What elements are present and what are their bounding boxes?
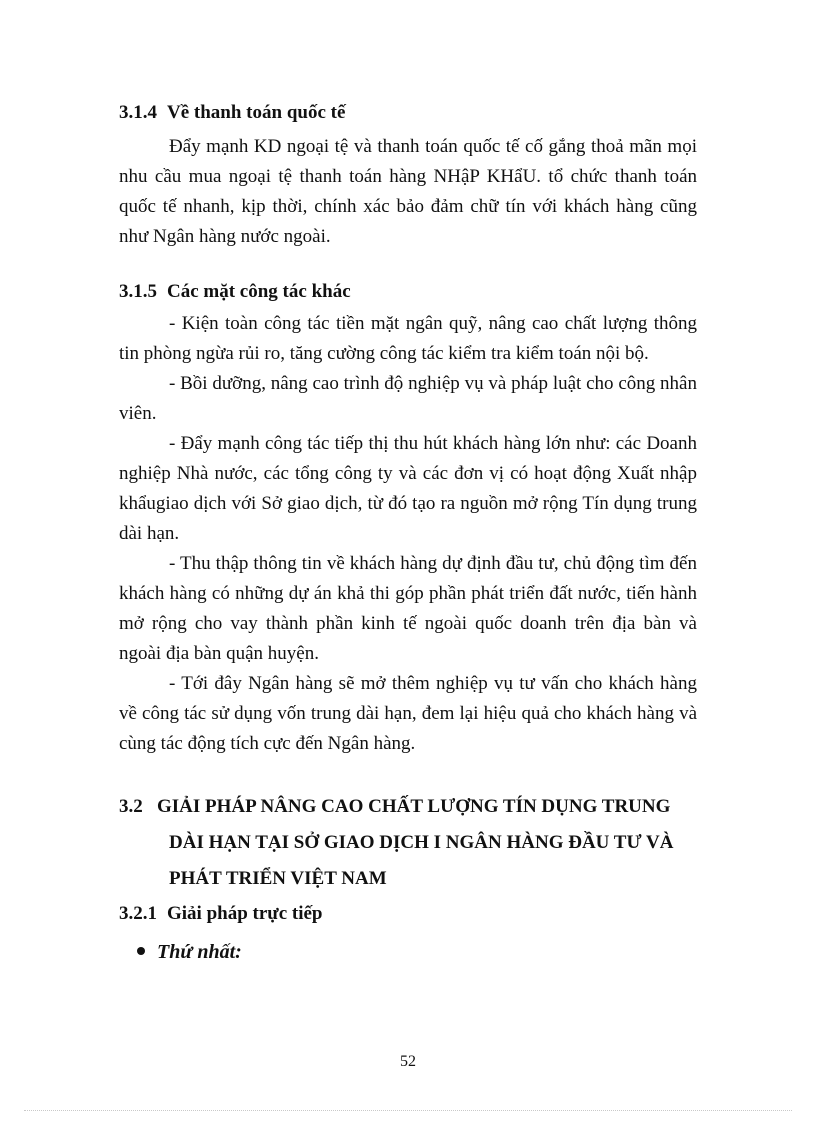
paragraph: - Kiện toàn công tác tiền mặt ngân quỹ, nâng cao chất lượng thông tin phòng ngừa rủi ro, tăng cường công tác kiểm tra kiểm toán nội bộ. (119, 313, 697, 364)
section-heading-3-1-4 (119, 98, 697, 128)
section-heading-3-1-5 (119, 277, 697, 307)
paragraph: - Đẩy mạnh công tác tiếp thị thu hút khách hàng lớn như: các Doanh nghiệp Nhà nước, các tổng công ty và các đơn vị có hoạt động Xuất nhập khẩugiao dịch với Sở giao dịch, từ đó tạo ra nguồn mở rộng Tín dụng trung dài hạn. (119, 433, 697, 544)
section-heading-3-2-1 (119, 899, 697, 929)
paragraph: - Bồi dưỡng, nâng cao trình độ nghiệp vụ và pháp luật cho công nhân viên. (119, 373, 697, 424)
paragraph: - Thu thập thông tin về khách hàng dự định đầu tư, chủ động tìm đến khách hàng có những dự án khả thi góp phần phát triển đất nước, tiến hành mở rộng cho vay thành phần kinh tế ngoài quốc doanh trên địa bàn và ngoài địa bàn quận huyện. (119, 553, 697, 664)
section-title: Giải pháp trực tiếp (167, 903, 323, 924)
section-title: Các mặt công tác khác (167, 281, 351, 302)
section-title-line: DÀI HẠN TẠI SỞ GIAO DỊCH I NGÂN HÀNG ĐẦU TƯ VÀ (169, 832, 674, 853)
section-number: 3.1.4 (119, 102, 157, 123)
bullet-label: Thứ nhất: (157, 941, 242, 963)
section-title (157, 789, 697, 897)
page-content (119, 98, 697, 967)
section-heading-3-2 (119, 789, 697, 897)
section-number: 3.2.1 (119, 903, 157, 924)
section-title: Về thanh toán quốc tế (167, 102, 346, 123)
section-number: 3.1.5 (119, 281, 157, 302)
bullet-dot-icon (137, 947, 145, 955)
section-title-line: GIẢI PHÁP NÂNG CAO CHẤT LƯỢNG TÍN DỤNG TRUNG (157, 796, 671, 817)
page-number: 52 (400, 1053, 416, 1070)
section-title-line: PHÁT TRIỂN VIỆT NAM (169, 868, 387, 889)
section-number: 3.2 (119, 796, 143, 817)
paragraph: - Tới đây Ngân hàng sẽ mở thêm nghiệp vụ tư vấn cho khách hàng về công tác sử dụng vốn trung dài hạn, đem lại hiệu quả cho khách hàng và cùng tác động tích cực đến Ngân hàng. (119, 673, 697, 754)
page-bottom-divider (24, 1110, 792, 1111)
bullet-item (137, 937, 697, 967)
paragraph: Đẩy mạnh KD ngoại tệ và thanh toán quốc tế cố gắng thoả mãn mọi nhu cầu mua ngoại tệ thanh toán hàng NHậP KHẩU. tổ chức thanh toán quốc tế nhanh, kịp thời, chính xác bảo đảm chữ tín với khách hàng cũng như Ngân hàng nước ngoài. (119, 136, 697, 247)
